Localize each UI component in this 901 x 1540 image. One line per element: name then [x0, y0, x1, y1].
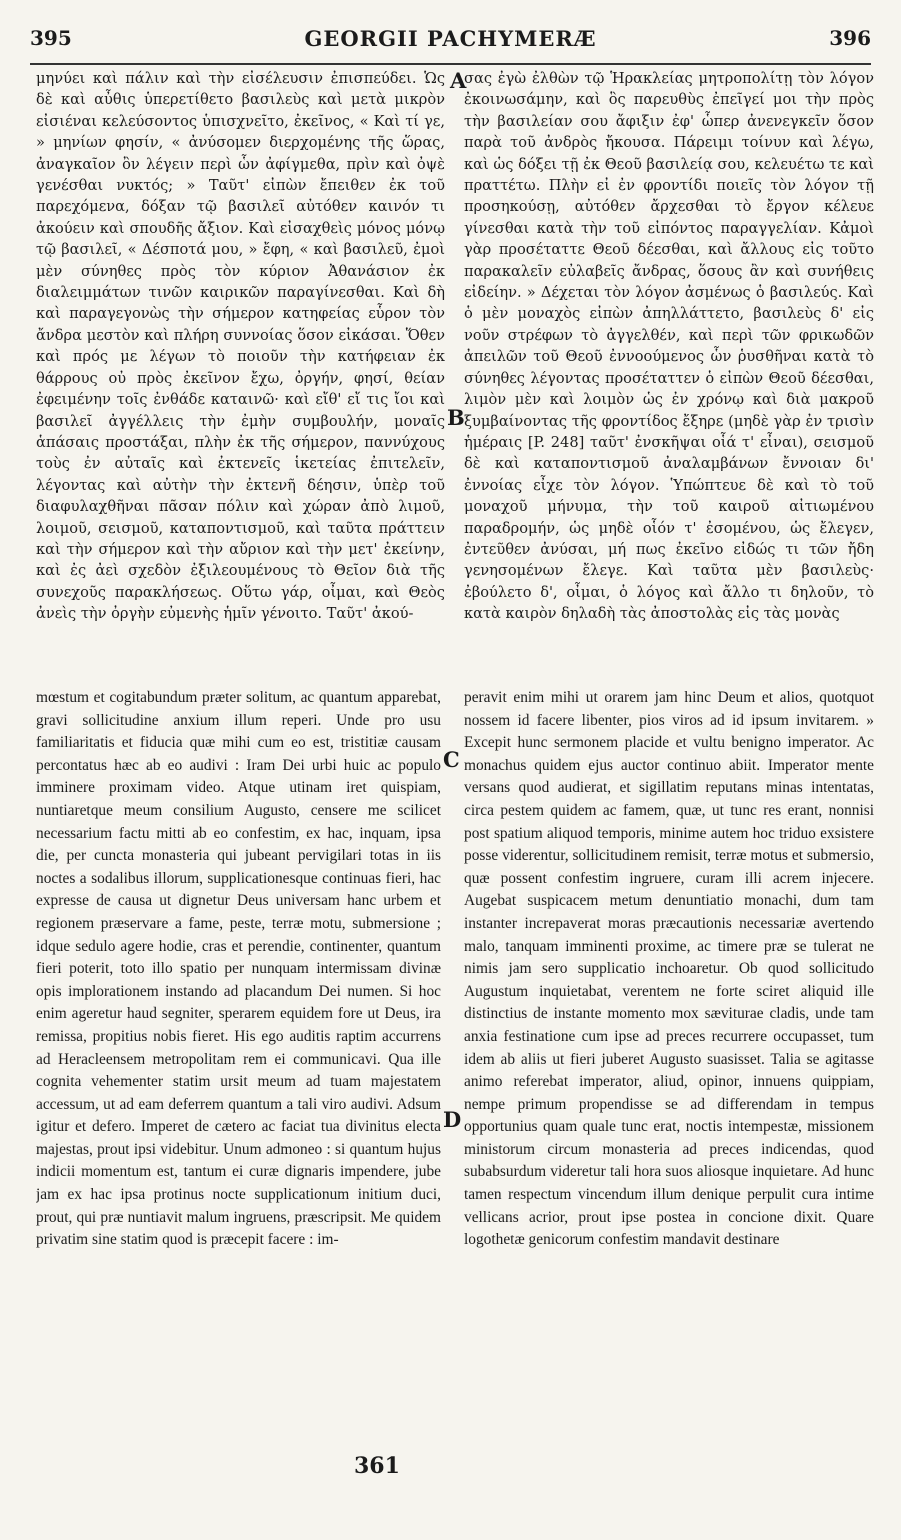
section-marker-c: C [443, 747, 460, 772]
section-marker-b: B [447, 405, 465, 430]
greek-text-left: μηνύει καὶ πάλιν καὶ τὴν εἰσέλευσιν ἐπισπεύδει. Ὡς δὲ καὶ αὖθις ὑπερετίθετο βασιλεὺς καὶ μετὰ μικρὸν εἰσιέναι κελεύσοντος ὑπισχνεῖτο, ἐκεῖνος, « Καὶ τί γε, » μηνίων φησίν, « ἀνύσομεν διερχομένης τῆς ὥρας, ἀναγκαῖον ὂν λέγειν περὶ ὧν ἀφίγμεθα, πρὶν καὶ ὀψὲ γενέσθαι νυκτός; » Ταῦτ' εἰπὼν ἔπειθεν ἐκ τοῦ παρεχόμενα, δόξαν τῷ βασιλεῖ αὐτόθεν καινόν τι ἀκούειν καὶ σπουδῆς ἄξιον. Καὶ εἰσαχθεὶς μόνος μόνῳ τῷ βασιλεῖ, « Δέσποτά μου, » ἔφη, « καὶ βασιλεῦ, ἐμοὶ μὲν σύνηθες πρὸς τὸν κύριον Ἀθανάσιον ἐκ διαλειμμάτων τινῶν καιρικῶν παραγίνεσθαι. Καὶ δὴ καὶ παραγεγονὼς τὴν σήμερον κατηφείας εὗρον τὸν ἄνδρα μεστὸν καὶ πλήρη συννοίας ὅσον εἰκάσαι. Ὅθεν καὶ πρός με λέγων τὸ ποιοῦν τὴν κατήφειαν ἐκ θάρρους οὐ πρὸς ἐκεῖνον ἔχω, ὀργήν, φησί, θείαν ἐφειμένην τοῖς ἐνθάδε καταινῶ· καὶ εἴθ' εἴ τις ἴοι καὶ βασιλεῖ ἀγγέλλεις τὴν ἐμὴν συμβουλήν, μοναῖς ἁπάσαις προστάξαι, πλὴν ἐκ τῆς σήμερον, παννύχους τοὺς ἐν αὐταῖς καὶ ἐκτενεῖς ἱκετείας ἐπιτελεῖν, λέγοντας καὶ αὐτὴν τὴν ἐκτενῆ δέησιν, ὑπὲρ τοῦ διαφυλαχθῆναι πᾶσαν πόλιν καὶ χώραν ἀπὸ λιμοῦ, λοιμοῦ, σεισμοῦ, καταποντισμοῦ, καὶ ταῦτα πράττειν καὶ τὴν σήμερον καὶ τὴν αὔριον καὶ τὴν μετ' ἐκείνην, καὶ ἐς ἀεὶ σχεδὸν ἐξιλεουμένους τὸ Θεῖον διὰ τῆς συνεχοῦς παρακλήσεως. Οὕτω γάρ, οἶμαι, καὶ Θεὸς ἀνεὶς τὴν ὀργὴν εὐμενὴς ἡμῖν γένοιτο. Ταῦτ' ἀκού- [36, 70, 445, 623]
latin-column-left [36, 687, 441, 1532]
greek-column-left [36, 68, 445, 672]
page-number-left: 395 [30, 26, 72, 50]
page-header [30, 26, 871, 66]
latin-text-right: peravit enim mihi ut orarem jam hinc Deum et alios, quotquot nossem id facere libenter, pios viros ad id ipsum invitarem. » Excepit hunc sermonem placide et vultu benigno imperator. Ac monachus quidem ejus auctor continuo abiit. Imperator mente versans quod audierat, et sigillatim reputans minas intentatas, circa pestem quidem ac famem, quæ, ut tunc res erant, nonnisi post spatium aliquod temporis, minime autem hoc triduo exsistere posse viderentur, sollicitudinem remisit, terræ motus et submersio, quæ possent confestim ingruere, curam illi acrem injecere. Augebat suspicacem metum denuntiatio monachi, dum tam instanter increpaverat moras præcautionis necessariæ avertendo malo, tanquam imminenti proxime, ac timere præ se tulerat ne nimis jam sero supplicatio inchoaretur. Ob quod sollicitudo Augustum inquietabat, verentem ne forte sciret aliquid ille distinctius de instante momento mox sæviturae cladis, unde tam anxia festinatione cum ipse ad preces recurrere occupasset, tum idem ab aliis ut fieri juberet Augusto suasisset. Talia se agitasse animo referebat imperator, aliud, opinor, innuens quippiam, nempe primum propendisse se ad differendam in tempus opportunius quam quale tunc erat, noctis intempestæ, missionem ministorum circum monasteria ad preces indicendas, quod subabsurdum videretur tali hora suos aliosque inquietare. Ad hunc tamen respectum vincendum illum denique perpulit cura intime vellicans acrior, prout ipse postea in concione dixit. Quare logothetæ genicorum confestim mandavit destinare [464, 689, 874, 1249]
section-marker-d: D [443, 1107, 462, 1132]
column-number: 361 [354, 1453, 400, 1479]
greek-column-right [464, 68, 874, 672]
header-rule [30, 63, 871, 65]
greek-text-right: σας ἐγὼ ἐλθὼν τῷ Ἡρακλείας μητροπολίτῃ τὸν λόγον ἐκοινωσάμην, καὶ ὃς παρευθὺς ἐπεῖγεί μοι τὴν πρὸς τὴν βασιλείαν σου ἄφιξιν ἐφ' ὧπερ ἀνενεγκεῖν ὅσον παρὰ τοῦ ἀνδρὸς ἤκουσα. Πάρειμι τοίνυν καὶ λέγω, καὶ ὡς δόξει τῇ ἐκ Θεοῦ βασιλείᾳ σου, κελευέτω τε καὶ πραττέτω. Πλὴν εἰ ἐν φροντίδι ποιεῖς τὸν λόγον τῇ προσηκούσῃ, αὐτόθεν ἄρχεσθαι τὸ ἔργον κέλευε γίνεσθαι κατὰ τὴν τοῦ εἰπόντος παραγγελίαν. Κἀμοὶ γὰρ προσέταττε Θεοῦ δέεσθαι, καὶ ἄλλους εἰς τοῦτο παρακαλεῖν εὐλαβεῖς ἄνδρας, ὅσους ἂν καὶ συνήθεις εἰδείην. » Δέχεται τὸν λόγον ἀσμένως ὁ βασιλεύς. Καὶ ὁ μὲν μοναχὸς εἰπὼν ἀπηλλάττετο, βασιλεὺς δ' εἰς νοῦν στρέφων τὸ ἀγγελθέν, καὶ περὶ τῶν φρικωδῶν ἀπειλῶν τοῦ Θεοῦ ἐννοούμενος ὧν ῥυσθῆναι κατὰ τὸ σύνηθες λέγοντας προσέταττεν ὁ εἰπὼν Θεοῦ δέεσθαι, λιμὸν μὲν καὶ λοιμὸν ὡς ἐν χρόνῳ καὶ διὰ μακροῦ ξυμβαίνοντας τῆς φροντίδος ἔξηρε (μηδὲ γὰρ ἐν τρισὶν ἡμέραις [P. 248] ταῦτ' ἐνσκῆψαι οἷά τ' εἶναι), σεισμοῦ δὲ καὶ καταποντισμοῦ ἀναλαμβάνων ἔννοιαν δι' ἐννοίας εἶχε τὸν λόγον. Ὑπώπτευε δὲ καὶ τὸ τοῦ μοναχοῦ μήνυμα, τὴν τοῦ καιροῦ αἰτιωμένου παραδρομήν, ὡς μηδὲ οἷόν τ' ἐσομένου, ὡς ἔλεγεν, ἐντεῦθεν ἀνύσαι, μή πως ἐκεῖνο εἰδώς τι τῶν ἤδη γενησομένων ἔλεγε. Καὶ ταῦτα μὲν βασιλεὺς· ἐβούλετο δ', οἶμαι, ὁ λόγος καὶ ἄλλο τι δηλοῦν, τὸ κατὰ καιρὸν δηλαδὴ τὰς ἀποστολὰς εἰς τὰς μονὰς [464, 70, 874, 623]
page-number-right: 396 [829, 26, 871, 50]
latin-text-left: mœstum et cogitabundum præter solitum, ac quantum apparebat, gravi sollicitudine anxium illum reperi. Unde pro usu familiaritatis et fiducia quæ mihi cum eo est, tristitiæ causam percontatus hæc ab eo audivi : Iram Dei urbi huic ac populo imminere proximam video. Atque utinam iret quispiam, nuntiaretque meum consilium Augusto, censere me scilicet necessarium factu mitti ab eo confestim, ex hac, inquam, ipsa die, per cuncta monasteria qui jubeant pervigilari totas in iis noctes a sodalibus illorum, supplicationesque continuas fieri, hac expresse de causa ut dignetur Deus universam hanc urbem et regionem præservare a fame, peste, terræ motu, submersione ; idque sedulo agere hodie, cras et perendie, continenter, quantum fieri poterit, toto illo spatio per nunquam intermissam divinæ opis implorationem instando ad placandum Dei numen. Si hoc enim ageretur haud segniter, sperarem equidem fore ut Deus, ira remissa, propitius nobis fieret. His ego auditis raptim accurrens ad Heracleensem metropolitam rem ei communicavi. Qua ille cognita vehementer statim ursit meum ad tuam majestatem accessum, ut ad eam deferrem quantum a tali viro audivi. Adsum igitur et defero. Imperet de cætero ac faciat tua divinitus electa majestas, prout ipsi videbitur. Unum admoneo : si quantum hujus indicii momentum est, tantum ei curæ dignaris impendere, jube jam ex hac ipsa protinus nocte supplicationum initium duci, prout, qui præ nuntiavit malum ingruens, præscripsit. Me quidem privatim sine statim quod is præcepit facere : im- [36, 689, 441, 1249]
section-marker-a: A [450, 68, 467, 93]
running-title: GEORGII PACHYMERÆ [304, 26, 597, 51]
latin-column-right [464, 687, 874, 1532]
